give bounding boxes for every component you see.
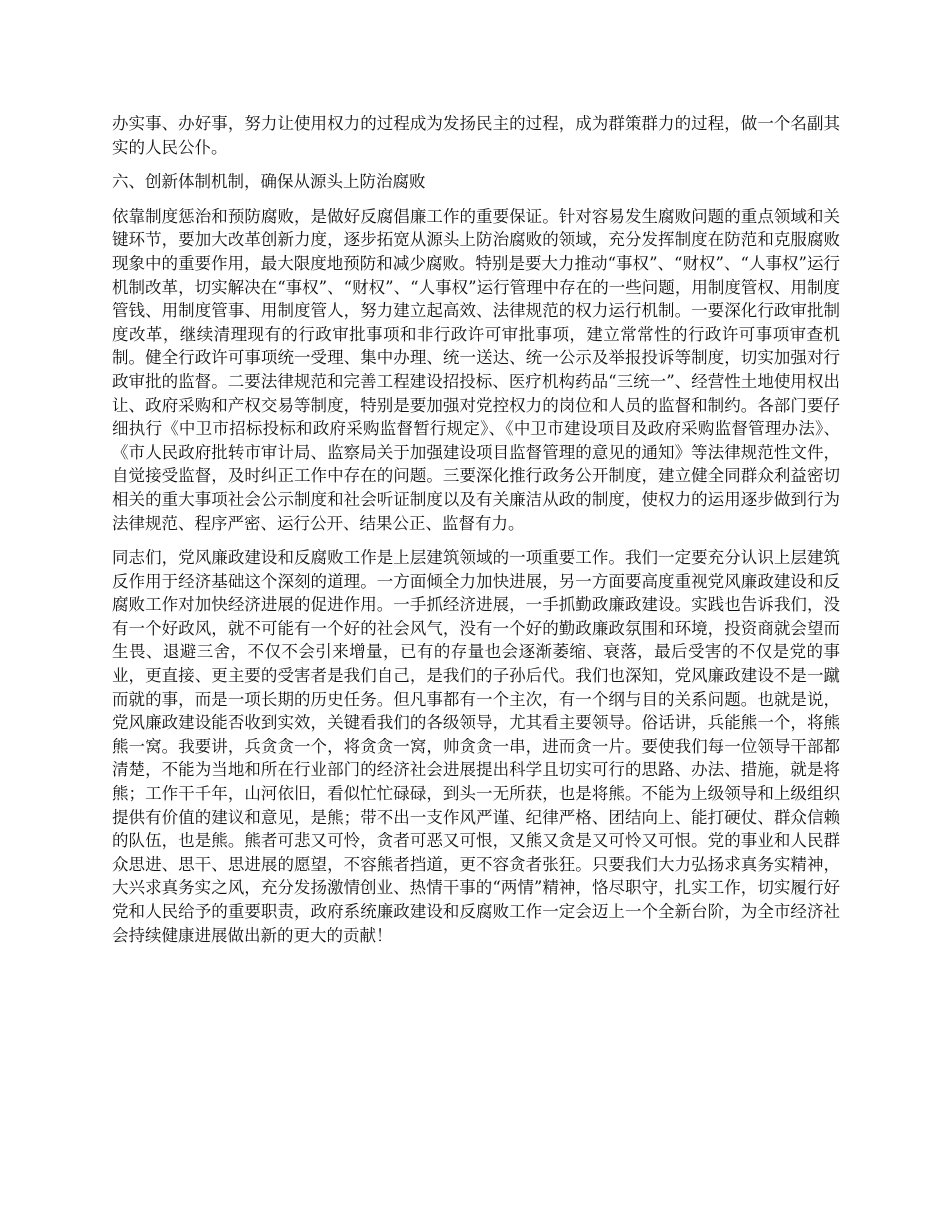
section-heading: 六、创新体制机制，确保从源头上防治腐败: [112, 172, 426, 192]
paragraph-continuation: 办实事、办好事，努力让使用权力的过程成为发扬民主的过程，成为群策群力的过程，做一个名副其实的人民公仆。: [112, 114, 840, 157]
document-page: [112, 112, 840, 958]
paragraph-conclusion: 同志们，党风廉政建设和反腐败工作是上层建筑领域的一项重要工作。我们一定要充分认识上层建筑反作用于经济基础这个深刻的道理。一方面倾全力加快进展，另一方面要高度重视党风廉政建设和反腐败工作对加快经济进展的促进作用。一手抓经济进展，一手抓勤政廉政建设。实践也告诉我们，没有一个好政风，就不可能有一个好的社会风气，没有一个好的勤政廉政氛围和环境，投资商就会望而生畏、退避三舍，不仅不会引来增量，已有的存量也会逐渐萎缩、衰落，最后受害的不仅是党的事业，更直接、更主要的受害者是我们自己，是我们的子孙后代。我们也深知，党风廉政建设不是一蹴而就的事，而是一项长期的历史任务。但凡事都有一个主次，有一个纲与目的关系问题。也就是说，党风廉政建设能否收到实效，关键看我们的各级领导，尤其看主要领导。俗话讲，兵能熊一个，将熊熊一窝。我要讲，兵贪贪一个，将贪贪一窝，帅贪贪一串，进而贪一片。要使我们每一位领导干部都清楚，不能为当地和所在行业部门的经济社会进展提出科学且切实可行的思路、办法、措施，就是将熊；工作干千年，山河依旧，看似忙忙碌碌，到头一无所获，也是将熊。不能为上级领导和上级组织提供有价值的建议和意见，是熊；带不出一支作风严谨、纪律严格、团结向上、能打硬仗、群众信赖的队伍，也是熊。熊者可悲又可怜，贪者可恶又可恨，又熊又贪是又可怜又可恨。党的事业和人民群众思进、思干、思进展的愿望，不容熊者挡道，更不容贪者张狂。只要我们大力弘扬求真务实精神，大兴求真务实之风，充分发扬激情创业、热情干事的“两情”精神，恪尽职守，扎实工作，切实履行好党和人民给予的重要职责，政府系统廉政建设和反腐败工作一定会迈上一个全新台阶，为全市经济社会持续健康进展做出新的更大的贡献！: [112, 548, 840, 945]
paragraph-institution-reform: 依靠制度惩治和预防腐败，是做好反腐倡廉工作的重要保证。针对容易发生腐败问题的重点领域和关键环节，要加大改革创新力度，逐步拓宽从源头上防治腐败的领域，充分发挥制度在防范和克服腐败现象中的重要作用，最大限度地预防和减少腐败。特别是要大力推动“事权”、“财权”、“人事权”运行机制改革，切实解决在“事权”、“财权”、“人事权”运行管理中存在的一些问题，用制度管权、用制度管钱、用制度管事、用制度管人，努力建立起高效、法律规范的权力运行机制。一要深化行政审批制度改革，继续清理现有的行政审批事项和非行政许可审批事项，建立常常性的行政许可事项审查机制。健全行政许可事项统一受理、集中办理、统一送达、统一公示及举报投诉等制度，切实加强对行政审批的监督。二要法律规范和完善工程建设招投标、医疗机构药品“三统一”、经营性土地使用权出让、政府采购和产权交易等制度，特别是要加强对党控权力的岗位和人员的监督和制约。各部门要仔细执行《中卫市招标投标和政府采购监督暂行规定》、《中卫市建设项目及政府采购监督管理办法》、《市人民政府批转市审计局、监察局关于加强建设项目监督管理的意见的通知》等法律规范性文件，自觉接受监督，及时纠正工作中存在的问题。三要深化推行政务公开制度，建立健全同群众利益密切相关的重大事项社会公示制度和社会听证制度以及有关廉洁从政的制度，使权力的运用逐步做到行为法律规范、程序严密、运行公开、结果公正、监督有力。: [112, 206, 840, 533]
